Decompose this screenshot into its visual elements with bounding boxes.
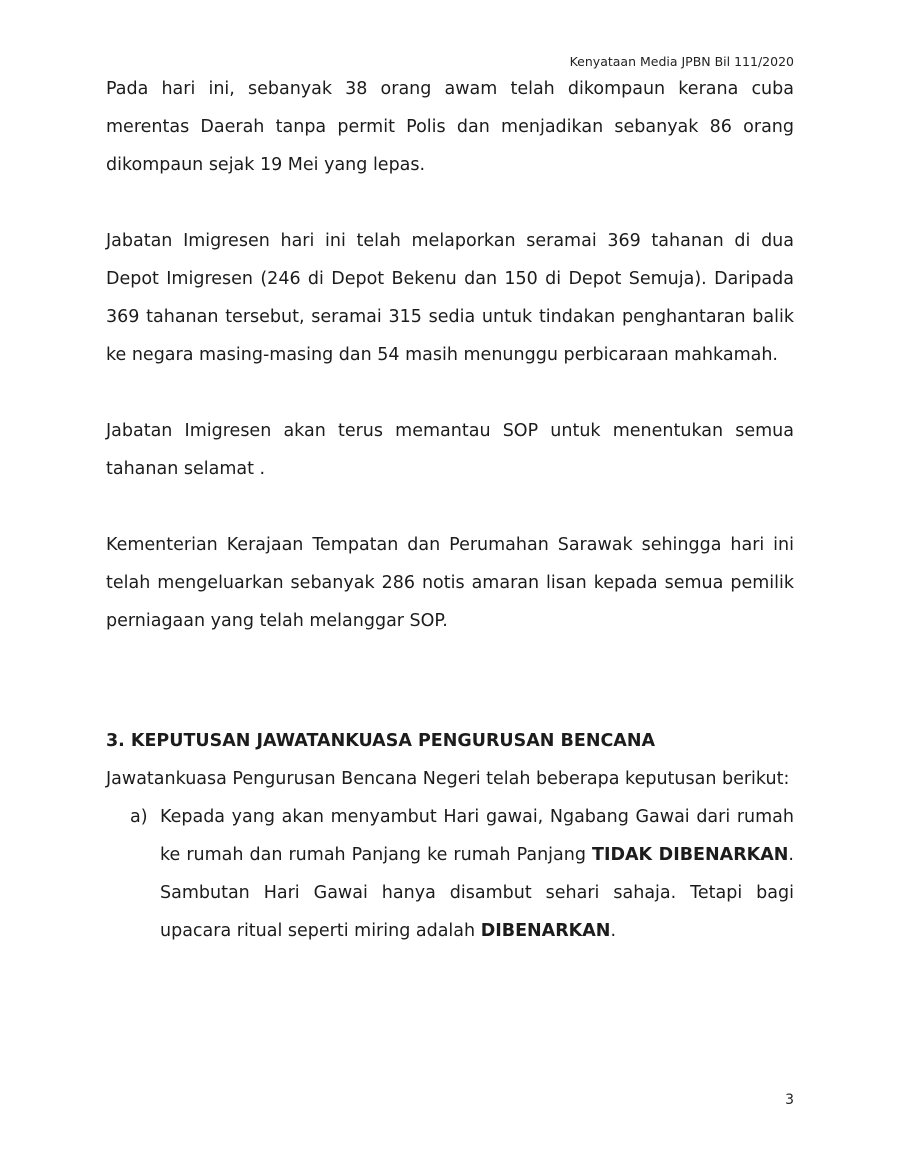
list-item-bold-allowed: DIBENARKAN (480, 921, 611, 941)
paragraph-immigration-sop: Jabatan Imigresen akan terus memantau SOP untuk menentukan semua tahanan selamat . (106, 421, 794, 479)
list-item-text-part3: . (610, 921, 617, 941)
list-item-text-part1: Kepada yang akan menyambut Hari gawai, Ngabang Gawai dari rumah ke rumah dan rumah Panjang ke rumah Panjang (160, 807, 794, 865)
section-intro: Jawatankuasa Pengurusan Bencana Negeri telah beberapa keputusan berikut: (106, 769, 790, 789)
list-marker: a) (130, 807, 148, 827)
list-item-bold-not-allowed: TIDAK DIBENARKAN (592, 845, 789, 865)
page-header: Kenyataan Media JPBN Bil 111/2020 (569, 54, 794, 69)
page-number: 3 (785, 1092, 794, 1108)
decision-list (106, 798, 794, 950)
list-item-text-part2: . Sambutan Hari Gawai hanya disambut sehari sahaja. Tetapi bagi upacara ritual seperti miring adalah (160, 845, 794, 941)
paragraph-immigration-detainees: Jabatan Imigresen hari ini telah melaporkan seramai 369 tahanan di dua Depot Imigresen (246 di Depot Bekenu dan 150 di Depot Semuja). Daripada 369 tahanan tersebut, seramai 315 sedia untuk tindakan penghantaran balik ke negara masing-masing dan 54 masih menunggu perbicaraan mahkamah. (106, 231, 794, 365)
paragraph-compound: Pada hari ini, sebanyak 38 orang awam telah dikompaun kerana cuba merentas Daerah tanpa permit Polis dan menjadikan sebanyak 86 orang dikompaun sejak 19 Mei yang lepas. (106, 79, 794, 175)
document-body (106, 70, 794, 950)
list-item (106, 798, 794, 950)
section-heading: 3. KEPUTUSAN JAWATANKUASA PENGURUSAN BENCANA (106, 731, 656, 751)
paragraph-ministry-notices: Kementerian Kerajaan Tempatan dan Perumahan Sarawak sehingga hari ini telah mengeluarkan sebanyak 286 notis amaran lisan kepada semua pemilik perniagaan yang telah melanggar SOP. (106, 535, 794, 631)
